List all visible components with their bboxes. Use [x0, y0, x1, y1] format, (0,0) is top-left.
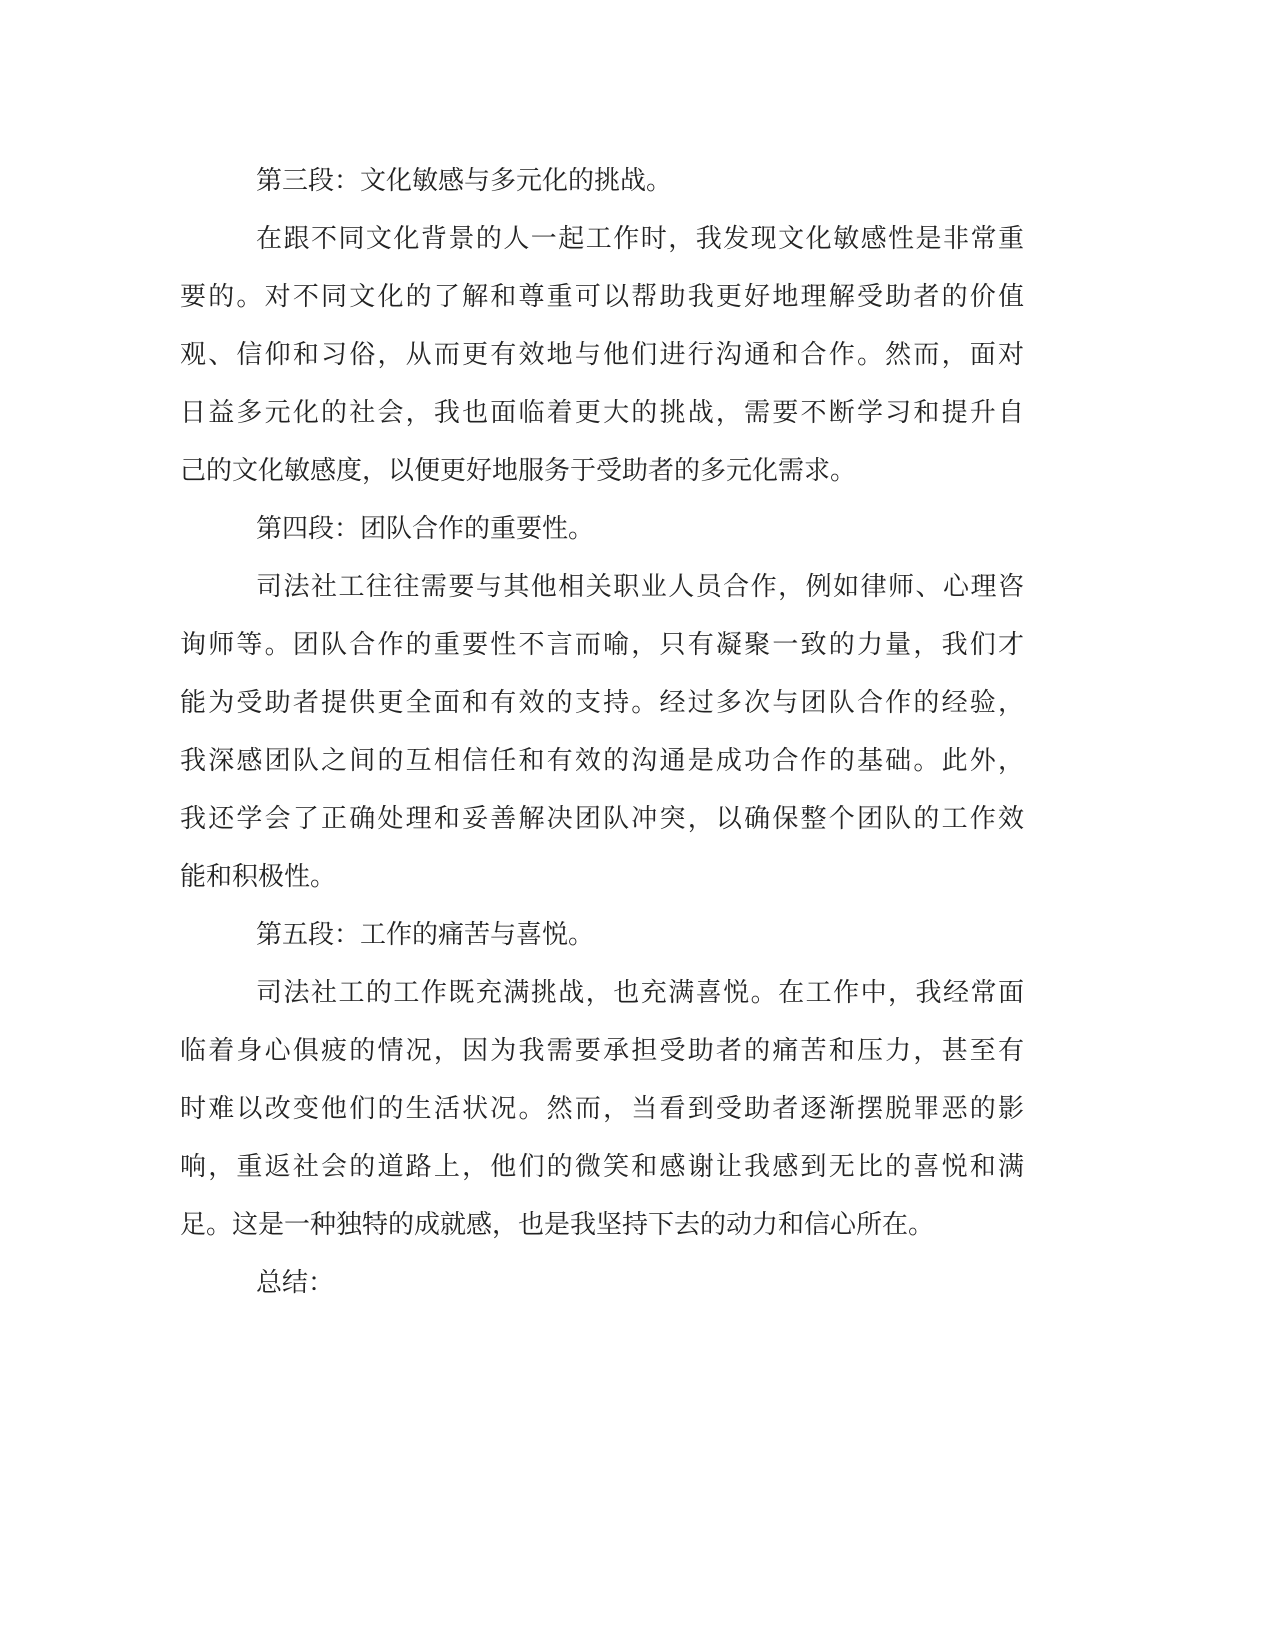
paragraph-line: 能和积极性。 [180, 862, 337, 892]
summary-heading: 总结： [256, 1268, 335, 1298]
paragraph-line: 己的文化敏感度，以便更好地服务于受助者的多元化需求。 [180, 456, 857, 486]
paragraph-line: 能为受助者提供更全面和有效的支持。经过多次与团队合作的经验， [180, 688, 1024, 718]
paragraph-line: 观、信仰和习俗，从而更有效地与他们进行沟通和合作。然而，面对 [180, 340, 1024, 370]
paragraph-line: 询师等。团队合作的重要性不言而喻，只有凝聚一致的力量，我们才 [180, 630, 1024, 660]
paragraph-line: 足。这是一种独特的成就感，也是我坚持下去的动力和信心所在。 [180, 1210, 935, 1240]
paragraph-line: 时难以改变他们的生活状况。然而，当看到受助者逐渐摆脱罪恶的影 [180, 1094, 1024, 1124]
paragraph-line: 要的。对不同文化的了解和尊重可以帮助我更好地理解受助者的价值 [180, 282, 1024, 312]
paragraph-line: 司法社工的工作既充满挑战，也充满喜悦。在工作中，我经常面 [256, 978, 1024, 1008]
paragraph-line: 临着身心俱疲的情况，因为我需要承担受助者的痛苦和压力，甚至有 [180, 1036, 1024, 1066]
paragraph-line: 响，重返社会的道路上，他们的微笑和感谢让我感到无比的喜悦和满 [180, 1152, 1024, 1182]
section-heading: 第三段：文化敏感与多元化的挑战。 [256, 166, 673, 196]
paragraph-line: 日益多元化的社会，我也面临着更大的挑战，需要不断学习和提升自 [180, 398, 1024, 428]
paragraph-line: 司法社工往往需要与其他相关职业人员合作，例如律师、心理咨 [256, 572, 1024, 602]
section-heading: 第五段：工作的痛苦与喜悦。 [256, 920, 595, 950]
section-heading: 第四段：团队合作的重要性。 [256, 514, 595, 544]
paragraph-line: 我还学会了正确处理和妥善解决团队冲突，以确保整个团队的工作效 [180, 804, 1024, 834]
paragraph-line: 我深感团队之间的互相信任和有效的沟通是成功合作的基础。此外， [180, 746, 1024, 776]
paragraph-line: 在跟不同文化背景的人一起工作时，我发现文化敏感性是非常重 [256, 224, 1024, 254]
